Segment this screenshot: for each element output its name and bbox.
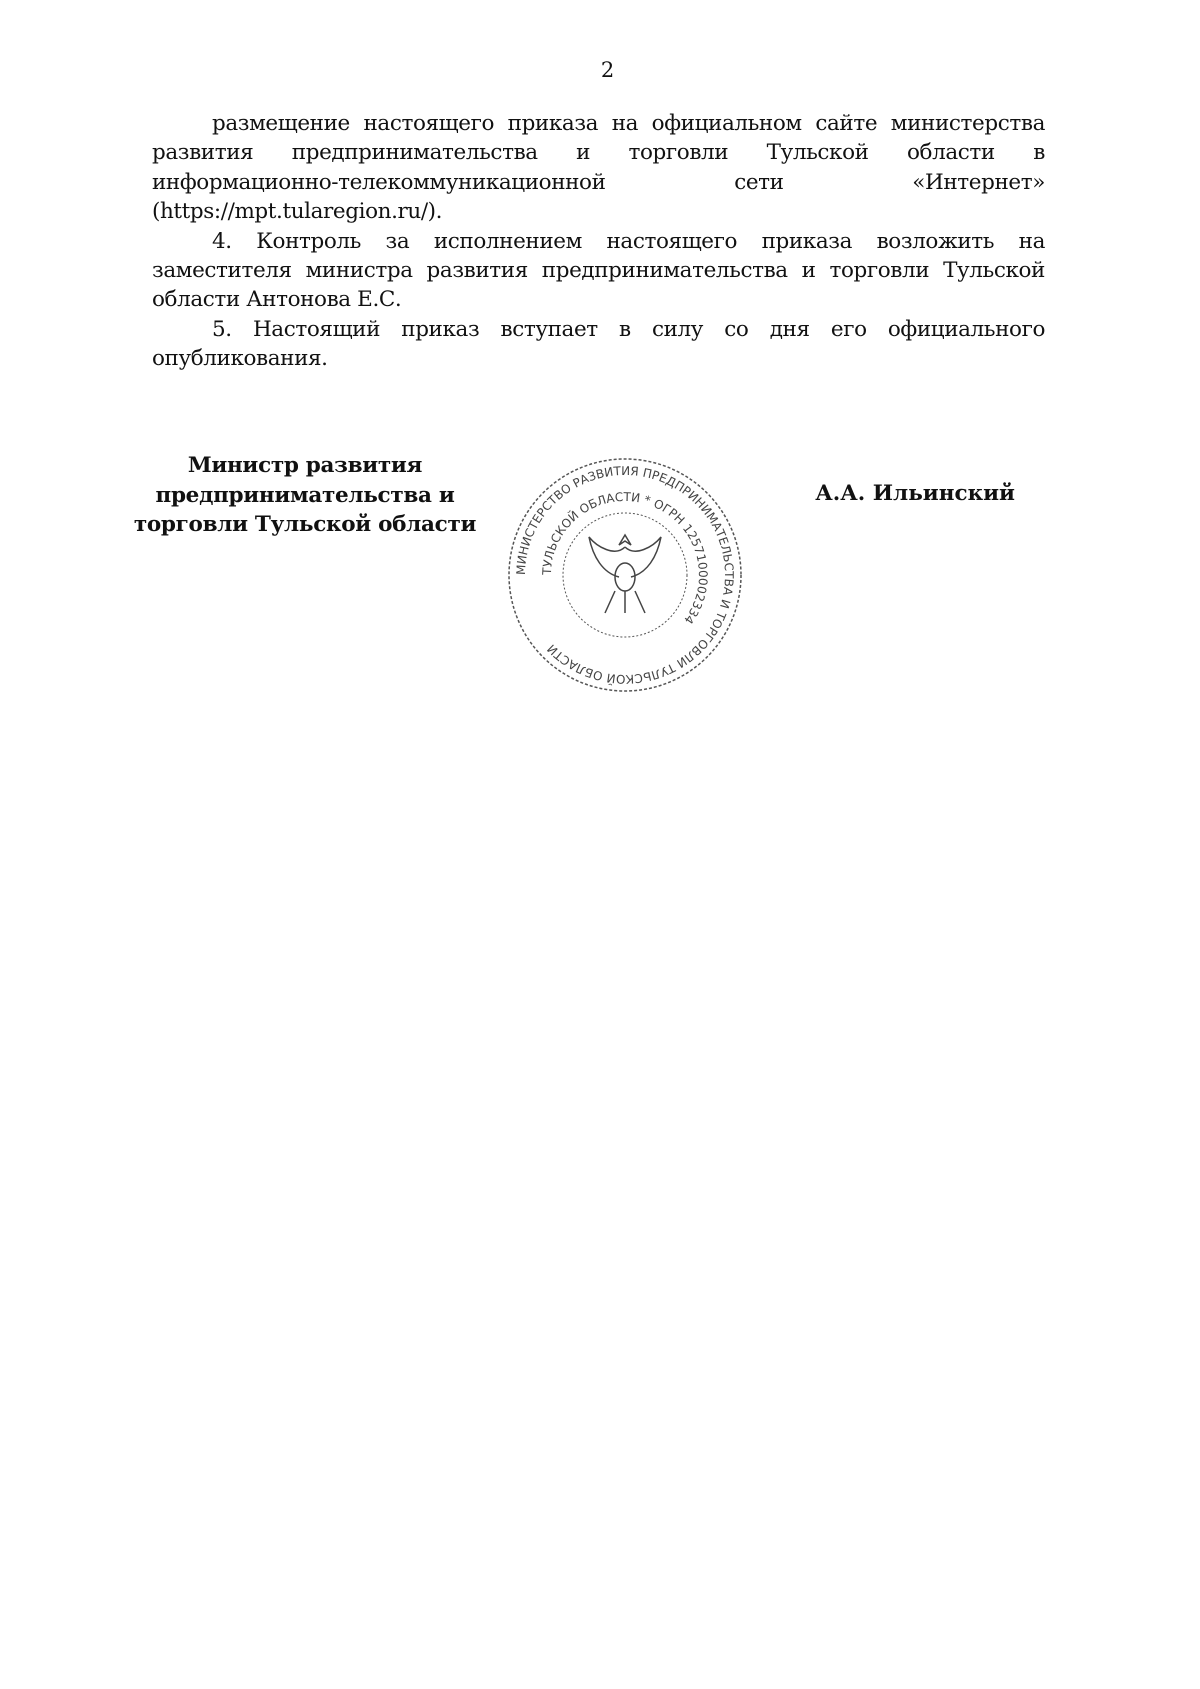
page-number: 2 (600, 58, 615, 82)
seal-outer-text: МИНИСТЕРСТВО РАЗВИТИЯ ПРЕДПРИНИМАТЕЛЬСТВА И ТОРГОВЛИ ТУЛЬСКОЙ ОБЛАСТИ (513, 463, 737, 687)
paragraph-5: 5. Настоящий приказ вступает в силу со дня его официального опубликования. (152, 316, 1045, 372)
signature-title-line: Министр развития (187, 453, 423, 478)
signatory-name: А.А. Ильинский (815, 481, 1015, 506)
signature-title (120, 451, 490, 540)
seal-inner-text: ТУЛЬСКОЙ ОБЛАСТИ * ОГРН 1257100002334 (539, 489, 711, 627)
document-body (152, 109, 1045, 374)
paragraph-continuation: размещение настоящего приказа на официальном сайте министерства развития предпринимательства и торговли Тульской области в информационно-телекоммуникационной сети «Интернет» (https://mpt.tularegion.ru/). (152, 111, 1045, 225)
signature-title-line: предпринимательства и (155, 482, 455, 508)
paragraph-4: 4. Контроль за исполнением настоящего приказа возложить на заместителя министра развития предпринимательства и торговли Тульской области Антонова Е.С. (152, 228, 1045, 313)
signature-title-line: торговли Тульской области (133, 512, 477, 537)
official-seal (505, 455, 745, 695)
eagle-emblem-icon (589, 535, 661, 613)
